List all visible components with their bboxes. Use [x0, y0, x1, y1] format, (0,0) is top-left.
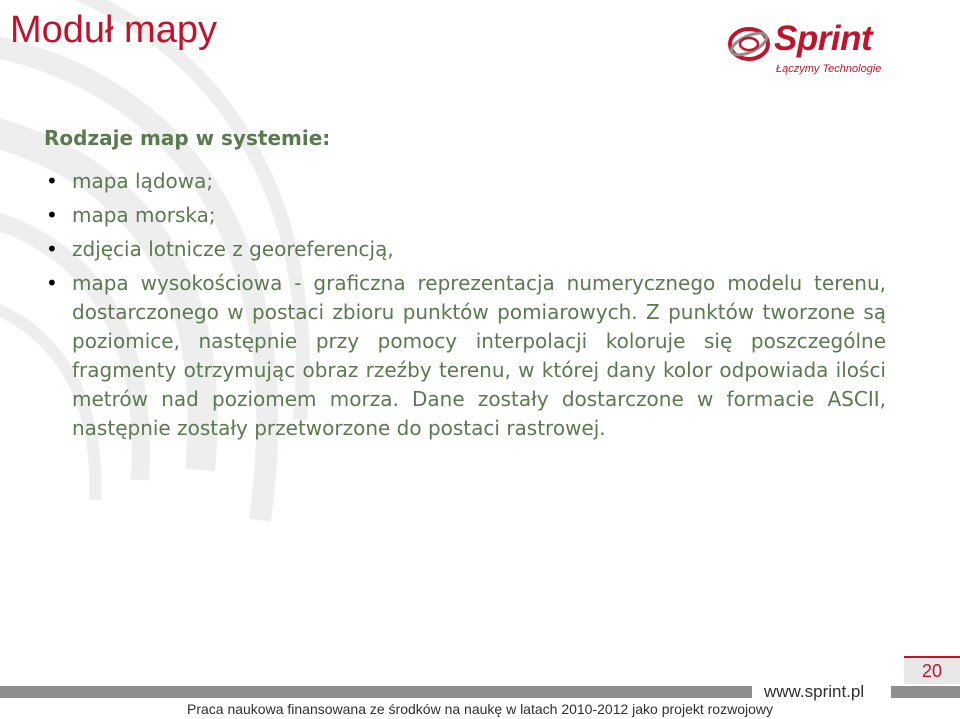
website-link[interactable]: www.sprint.pl [764, 682, 865, 701]
bullet-icon: • [46, 203, 58, 227]
footer-bar [0, 686, 752, 698]
bullet-icon: • [46, 169, 58, 193]
sprint-orbit-icon [726, 24, 772, 64]
logo-brand: Sprint [774, 19, 873, 58]
page-title: Moduł mapy [10, 9, 217, 51]
list-item-text: zdjęcia lotnicze z georeferencją, [72, 237, 394, 261]
bullet-icon: • [46, 237, 58, 261]
page-number: 20 [904, 656, 960, 684]
bullet-icon: • [46, 271, 58, 295]
list-item-text: mapa wysokościowa - graficzna reprezentacja numerycznego modelu terenu, dostarczonego w postaci zbioru punktów pomiarowych. Z punktów tworzone są poziomice, następnie przy pomocy interpolacji koloruje się poszczególne fragmenty otrzymując obraz rzeźby terenu, w której dany kolor odpowiada ilości metrów nad poziomem morza. Dane zostały dostarczone w formacie ASCII, następnie zostały przetworzone do postaci rastrowej. [72, 271, 886, 440]
list-item [0, 235, 886, 264]
list-item [0, 167, 886, 196]
list-item [0, 269, 886, 443]
logo-tagline: Łączymy Technologie [776, 63, 882, 75]
sprint-logo [726, 19, 892, 80]
section-subtitle: Rodzaje map w systemie: [44, 126, 331, 150]
map-types-list [0, 167, 960, 443]
list-item-text: mapa lądowa; [72, 169, 214, 193]
list-item [0, 201, 886, 230]
footer-bar-end [891, 686, 960, 698]
list-item-text: mapa morska; [72, 203, 216, 227]
funding-note: Praca naukowa finansowana ze środków na naukę w latach 2010-2012 jako projekt rozwojowy [186, 701, 773, 717]
